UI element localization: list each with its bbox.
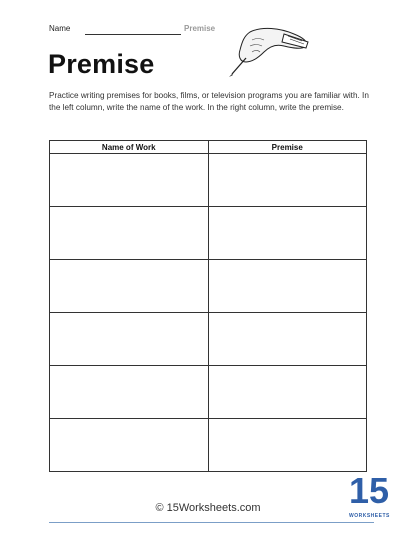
name-of-work-cell[interactable] <box>50 260 209 313</box>
table-row <box>50 154 367 207</box>
name-of-work-cell[interactable] <box>50 419 209 472</box>
table-row <box>50 260 367 313</box>
premise-cell[interactable] <box>208 313 367 366</box>
column-header-name-of-work: Name of Work <box>50 141 209 154</box>
logo-number: 15 <box>349 470 390 511</box>
premise-cell[interactable] <box>208 366 367 419</box>
copyright-icon: © <box>155 502 164 514</box>
name-of-work-cell[interactable] <box>50 313 209 366</box>
page-title: Premise <box>48 49 155 79</box>
name-of-work-cell[interactable] <box>50 366 209 419</box>
name-line[interactable] <box>85 34 181 35</box>
footer-site[interactable]: 15Worksheets.com <box>166 502 261 514</box>
column-header-premise: Premise <box>208 141 367 154</box>
premise-cell[interactable] <box>208 419 367 472</box>
footer-divider <box>49 522 374 523</box>
premise-cell[interactable] <box>208 207 367 260</box>
header-tag: Premise <box>184 24 216 33</box>
premise-cell[interactable] <box>208 260 367 313</box>
table-row <box>50 313 367 366</box>
table-row <box>50 419 367 472</box>
worksheets-logo <box>349 469 390 525</box>
logo-text: WORKSHEETS <box>349 513 390 519</box>
table-row <box>50 207 367 260</box>
premise-cell[interactable] <box>208 154 367 207</box>
name-label: Name <box>49 24 71 33</box>
worksheet-table <box>49 140 367 472</box>
table-row <box>50 366 367 419</box>
name-of-work-cell[interactable] <box>50 154 209 207</box>
table-header-row <box>50 141 367 154</box>
name-of-work-cell[interactable] <box>50 207 209 260</box>
instructions: Practice writing premises for books, films, or television programs you are familiar with. In the left column, write the name of the work. In the right column, write the premise. <box>49 91 369 112</box>
writing-hand-icon <box>222 22 312 78</box>
